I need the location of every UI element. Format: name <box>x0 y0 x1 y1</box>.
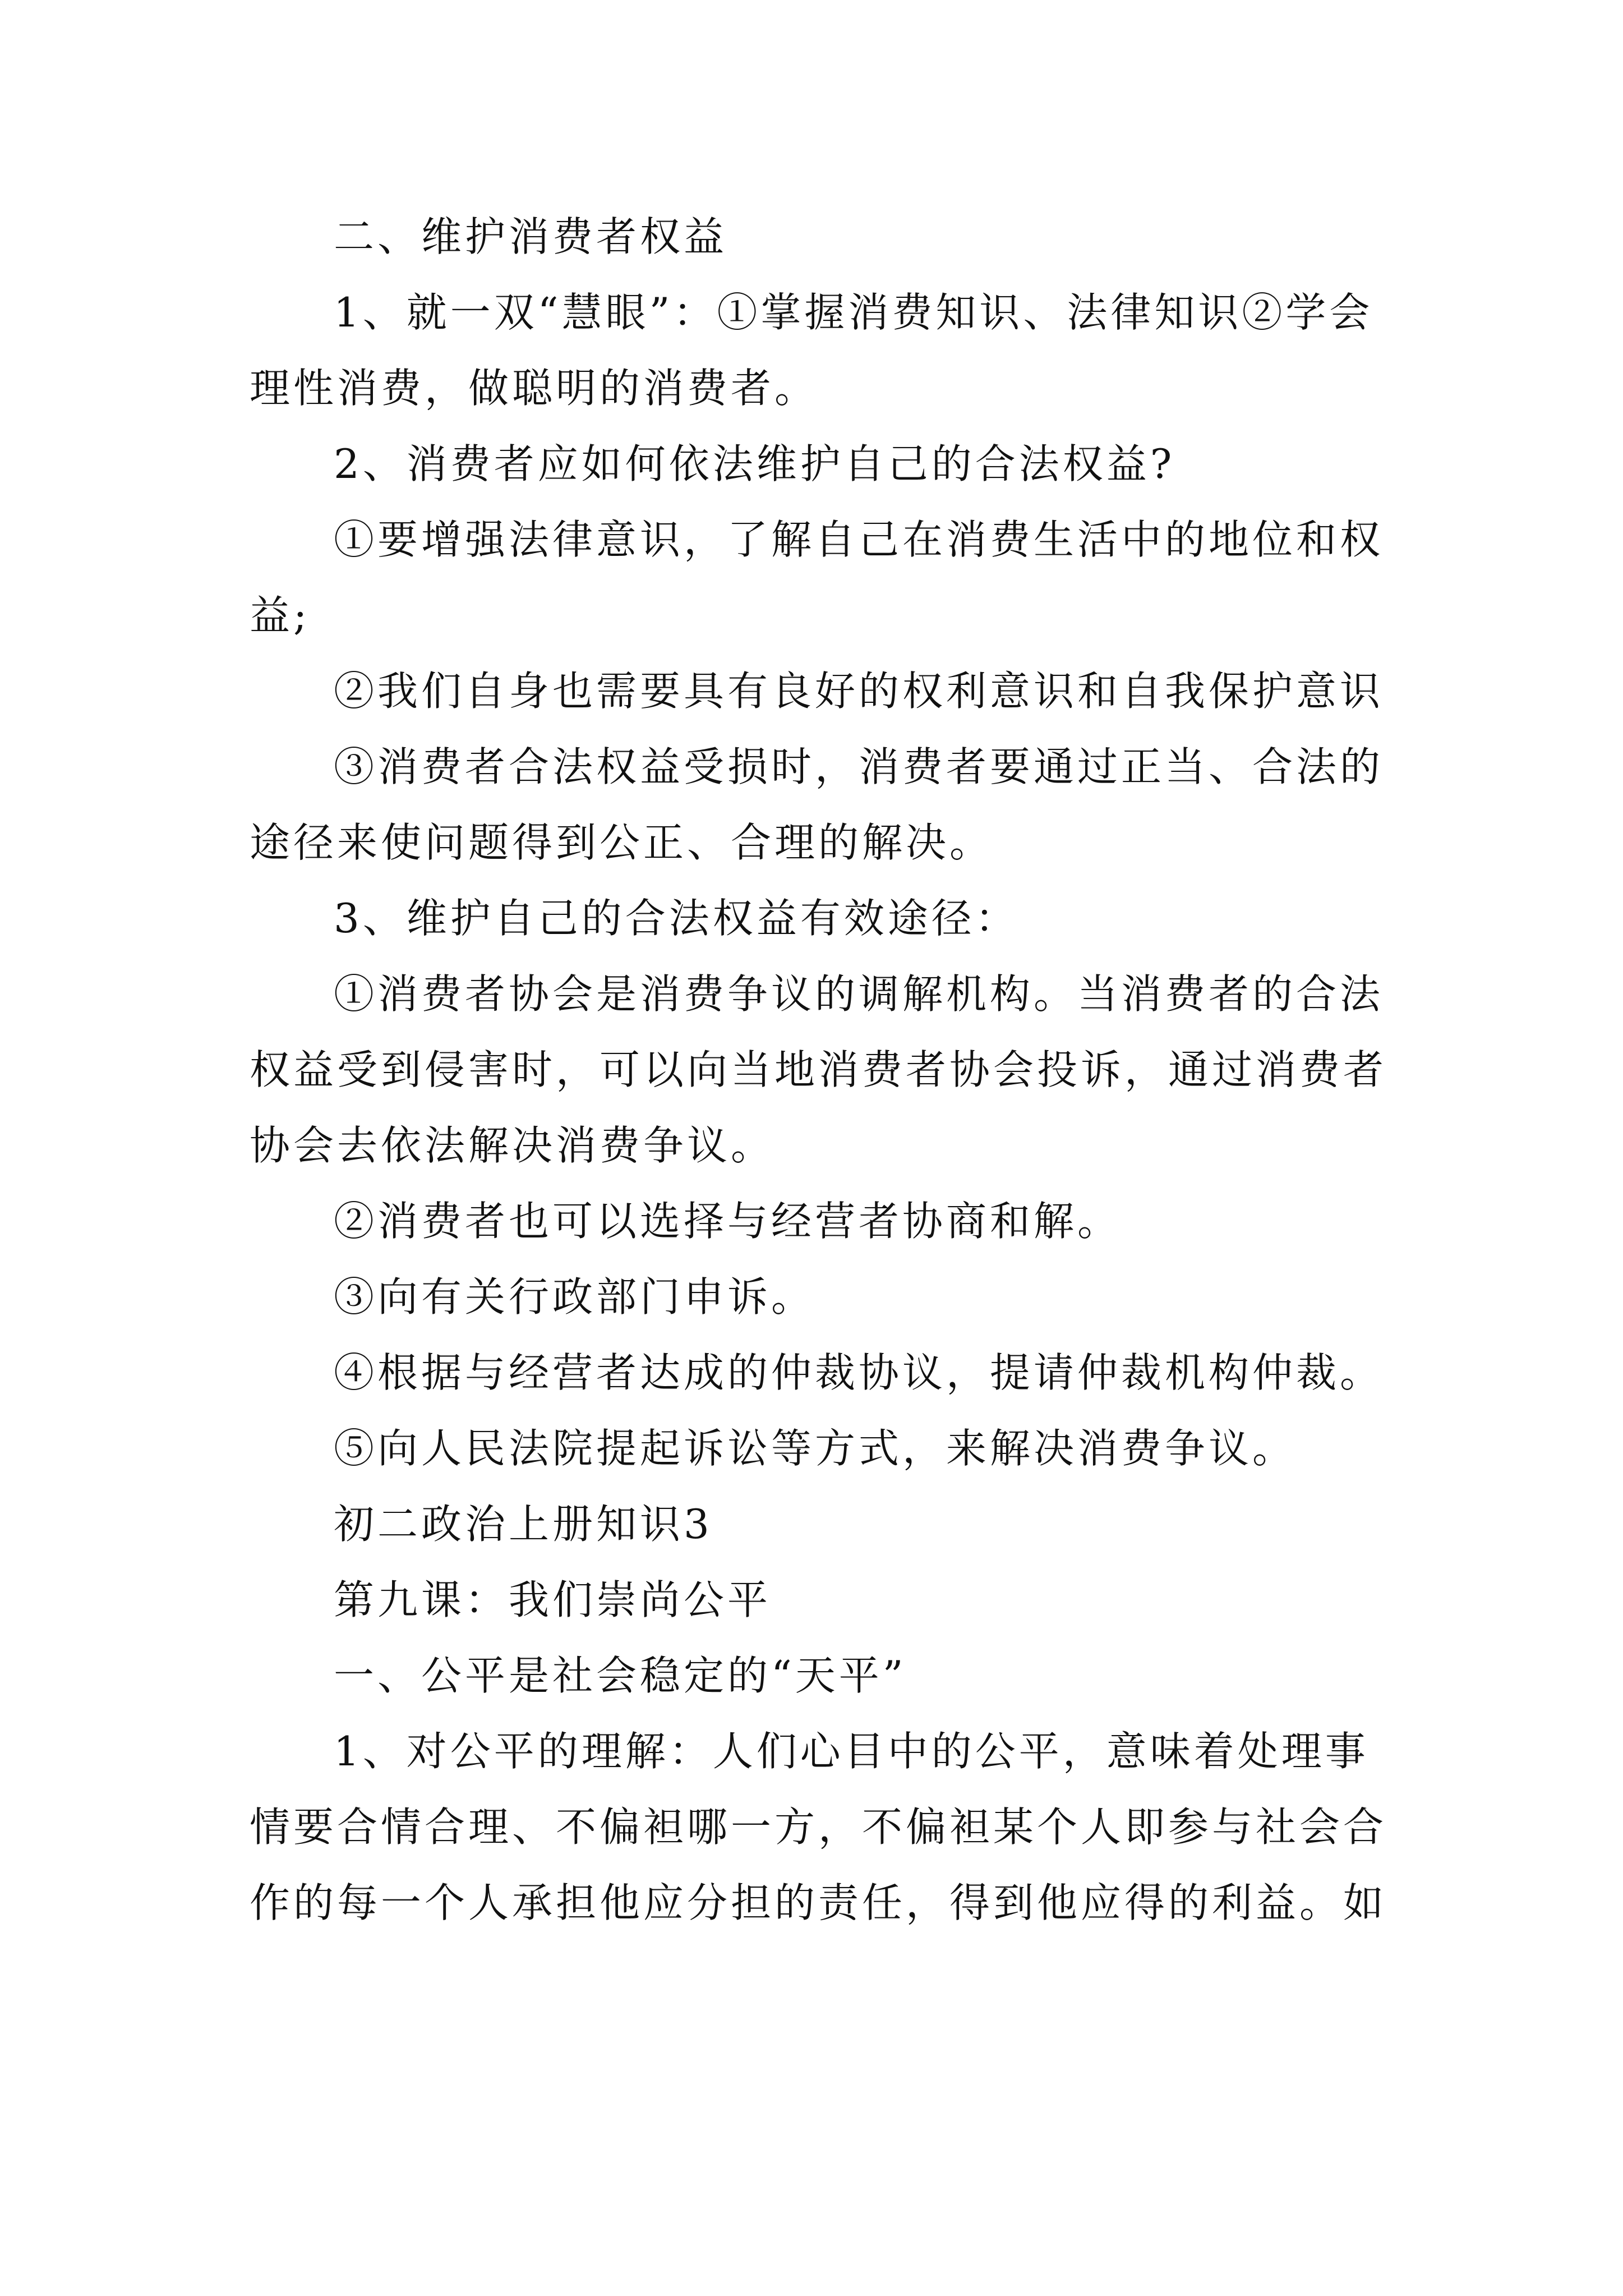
paragraph: 1、就一双“慧眼”：①掌握消费知识、法律知识②学会理性消费，做聪明的消费者。 <box>250 289 1373 412</box>
paragraph: 2、消费者应如何依法维护自己的合法权益? <box>334 440 1175 487</box>
paragraph: ①要增强法律意识，了解自己在消费生活中的地位和权益; <box>250 516 1384 639</box>
lesson-title: 第九课：我们崇尚公平 <box>334 1576 772 1623</box>
paragraph: ①消费者协会是消费争议的调解机构。当消费者的合法权益受到侵害时，可以向当地消费者协会投诉，通过消费者协会去依法解决消费争议。 <box>250 970 1387 1169</box>
paragraph: ③向有关行政部门申诉。 <box>334 1273 815 1320</box>
paragraph: 1、对公平的理解：人们心目中的公平，意味着处理事情要合情合理、不偏袒哪一方，不偏袒某个人即参与社会合作的每一个人承担他应分担的责任，得到他应得的利益。如 <box>250 1728 1387 1926</box>
section-title: 初二政治上册知识3 <box>334 1501 713 1548</box>
paragraph: ②消费者也可以选择与经营者协商和解。 <box>334 1198 1122 1245</box>
paragraph: ⑤向人民法院提起诉讼等方式，来解决消费争议。 <box>334 1425 1297 1472</box>
paragraph: 3、维护自己的合法权益有效途径： <box>334 895 1019 942</box>
document-body <box>250 199 1394 1941</box>
section-heading: 一、公平是社会稳定的“天平” <box>334 1652 907 1699</box>
paragraph: ③消费者合法权益受损时，消费者要通过正当、合法的途径来使问题得到公正、合理的解决。 <box>250 743 1384 866</box>
paragraph: ④根据与经营者达成的仲裁协议，提请仲裁机构仲裁。 <box>334 1349 1384 1396</box>
paragraph: ②我们自身也需要具有良好的权利意识和自我保护意识 <box>334 668 1384 715</box>
section-heading: 二、维护消费者权益 <box>334 213 728 260</box>
